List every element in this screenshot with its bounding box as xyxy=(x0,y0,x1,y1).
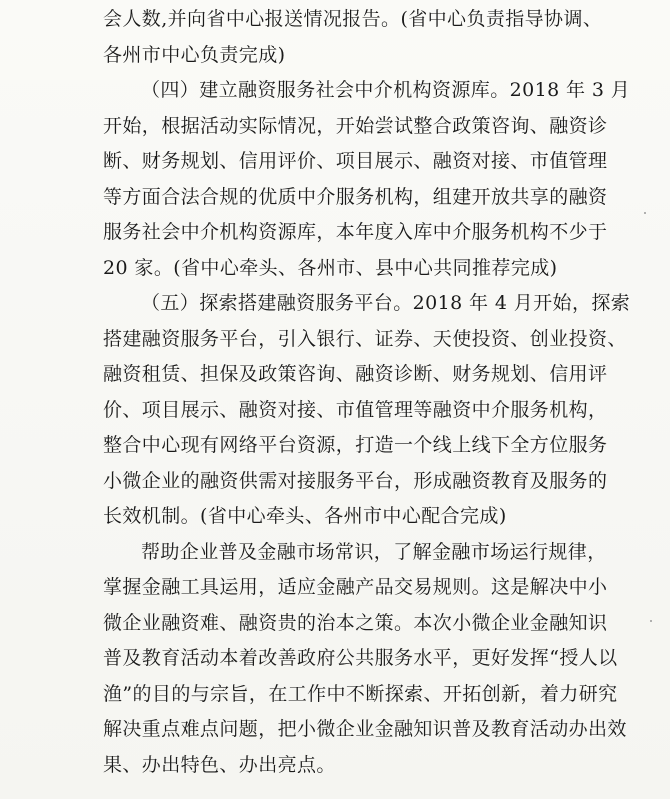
scan-speck xyxy=(650,620,652,622)
text-line: 20 家。(省中心牵头、各州市、县中心共同推荐完成) xyxy=(103,256,558,279)
text-line: 帮助企业普及金融市场常识，了解金融市场运行规律， xyxy=(141,540,607,563)
text-line: （四）建立融资服务社会中介机构资源库。2018 年 3 月 xyxy=(141,79,631,101)
text-line: 各州市中心负责完成) xyxy=(103,43,286,66)
text-line: 掌握金融工具运用，适应金融产品交易规则。这是解决中小 xyxy=(103,576,608,598)
text-line: 解决重点难点问题，把小微企业金融知识普及教育活动办出效 xyxy=(103,718,627,740)
text-line: 长效机制。(省中心牵头、各州市中心配合完成) xyxy=(103,505,507,527)
text-line: 小微企业的融资供需对接服务平台，形成融资教育及服务的 xyxy=(103,469,608,492)
text-line: 服务社会中介机构资源库，本年度入库中介服务机构不少于 xyxy=(103,221,608,243)
text-line: 渔”的目的与宗旨，在工作中不断探索、开拓创新，着力研究 xyxy=(103,682,618,705)
text-line: 融资租赁、担保及政策咨询、融资诊断、财务规划、信用评 xyxy=(103,363,608,385)
text-line: 等方面合法合规的优质中介服务机构，组建开放共享的融资 xyxy=(103,185,608,208)
text-line: 搭建融资服务平台，引入银行、证券、天使投资、创业投资、 xyxy=(103,327,627,350)
text-line: 果、办出特色、办出亮点。 xyxy=(103,753,336,776)
text-line: 开始，根据活动实际情况，开始尝试整合政策咨询、融资诊 xyxy=(103,114,608,137)
text-line: 整合中心现有网络平台资源，打造一个线上线下全方位服务 xyxy=(103,434,608,456)
text-line: 断、财务规划、信用评价、项目展示、融资对接、市值管理 xyxy=(103,150,608,172)
text-line: （五）探索搭建融资服务平台。2018 年 4 月开始，探索 xyxy=(141,292,631,314)
text-line: 价、项目展示、融资对接、市值管理等融资中介服务机构， xyxy=(103,398,608,421)
text-line: 普及教育活动本着改善政府公共服务水平，更好发挥“授人以 xyxy=(103,647,618,669)
text-line: 会人数,并向省中心报送情况报告。(省中心负责指导协调、 xyxy=(103,8,603,30)
text-line: 微企业融资难、融资贵的治本之策。本次小微企业金融知识 xyxy=(103,611,608,634)
scan-speck xyxy=(644,212,646,214)
